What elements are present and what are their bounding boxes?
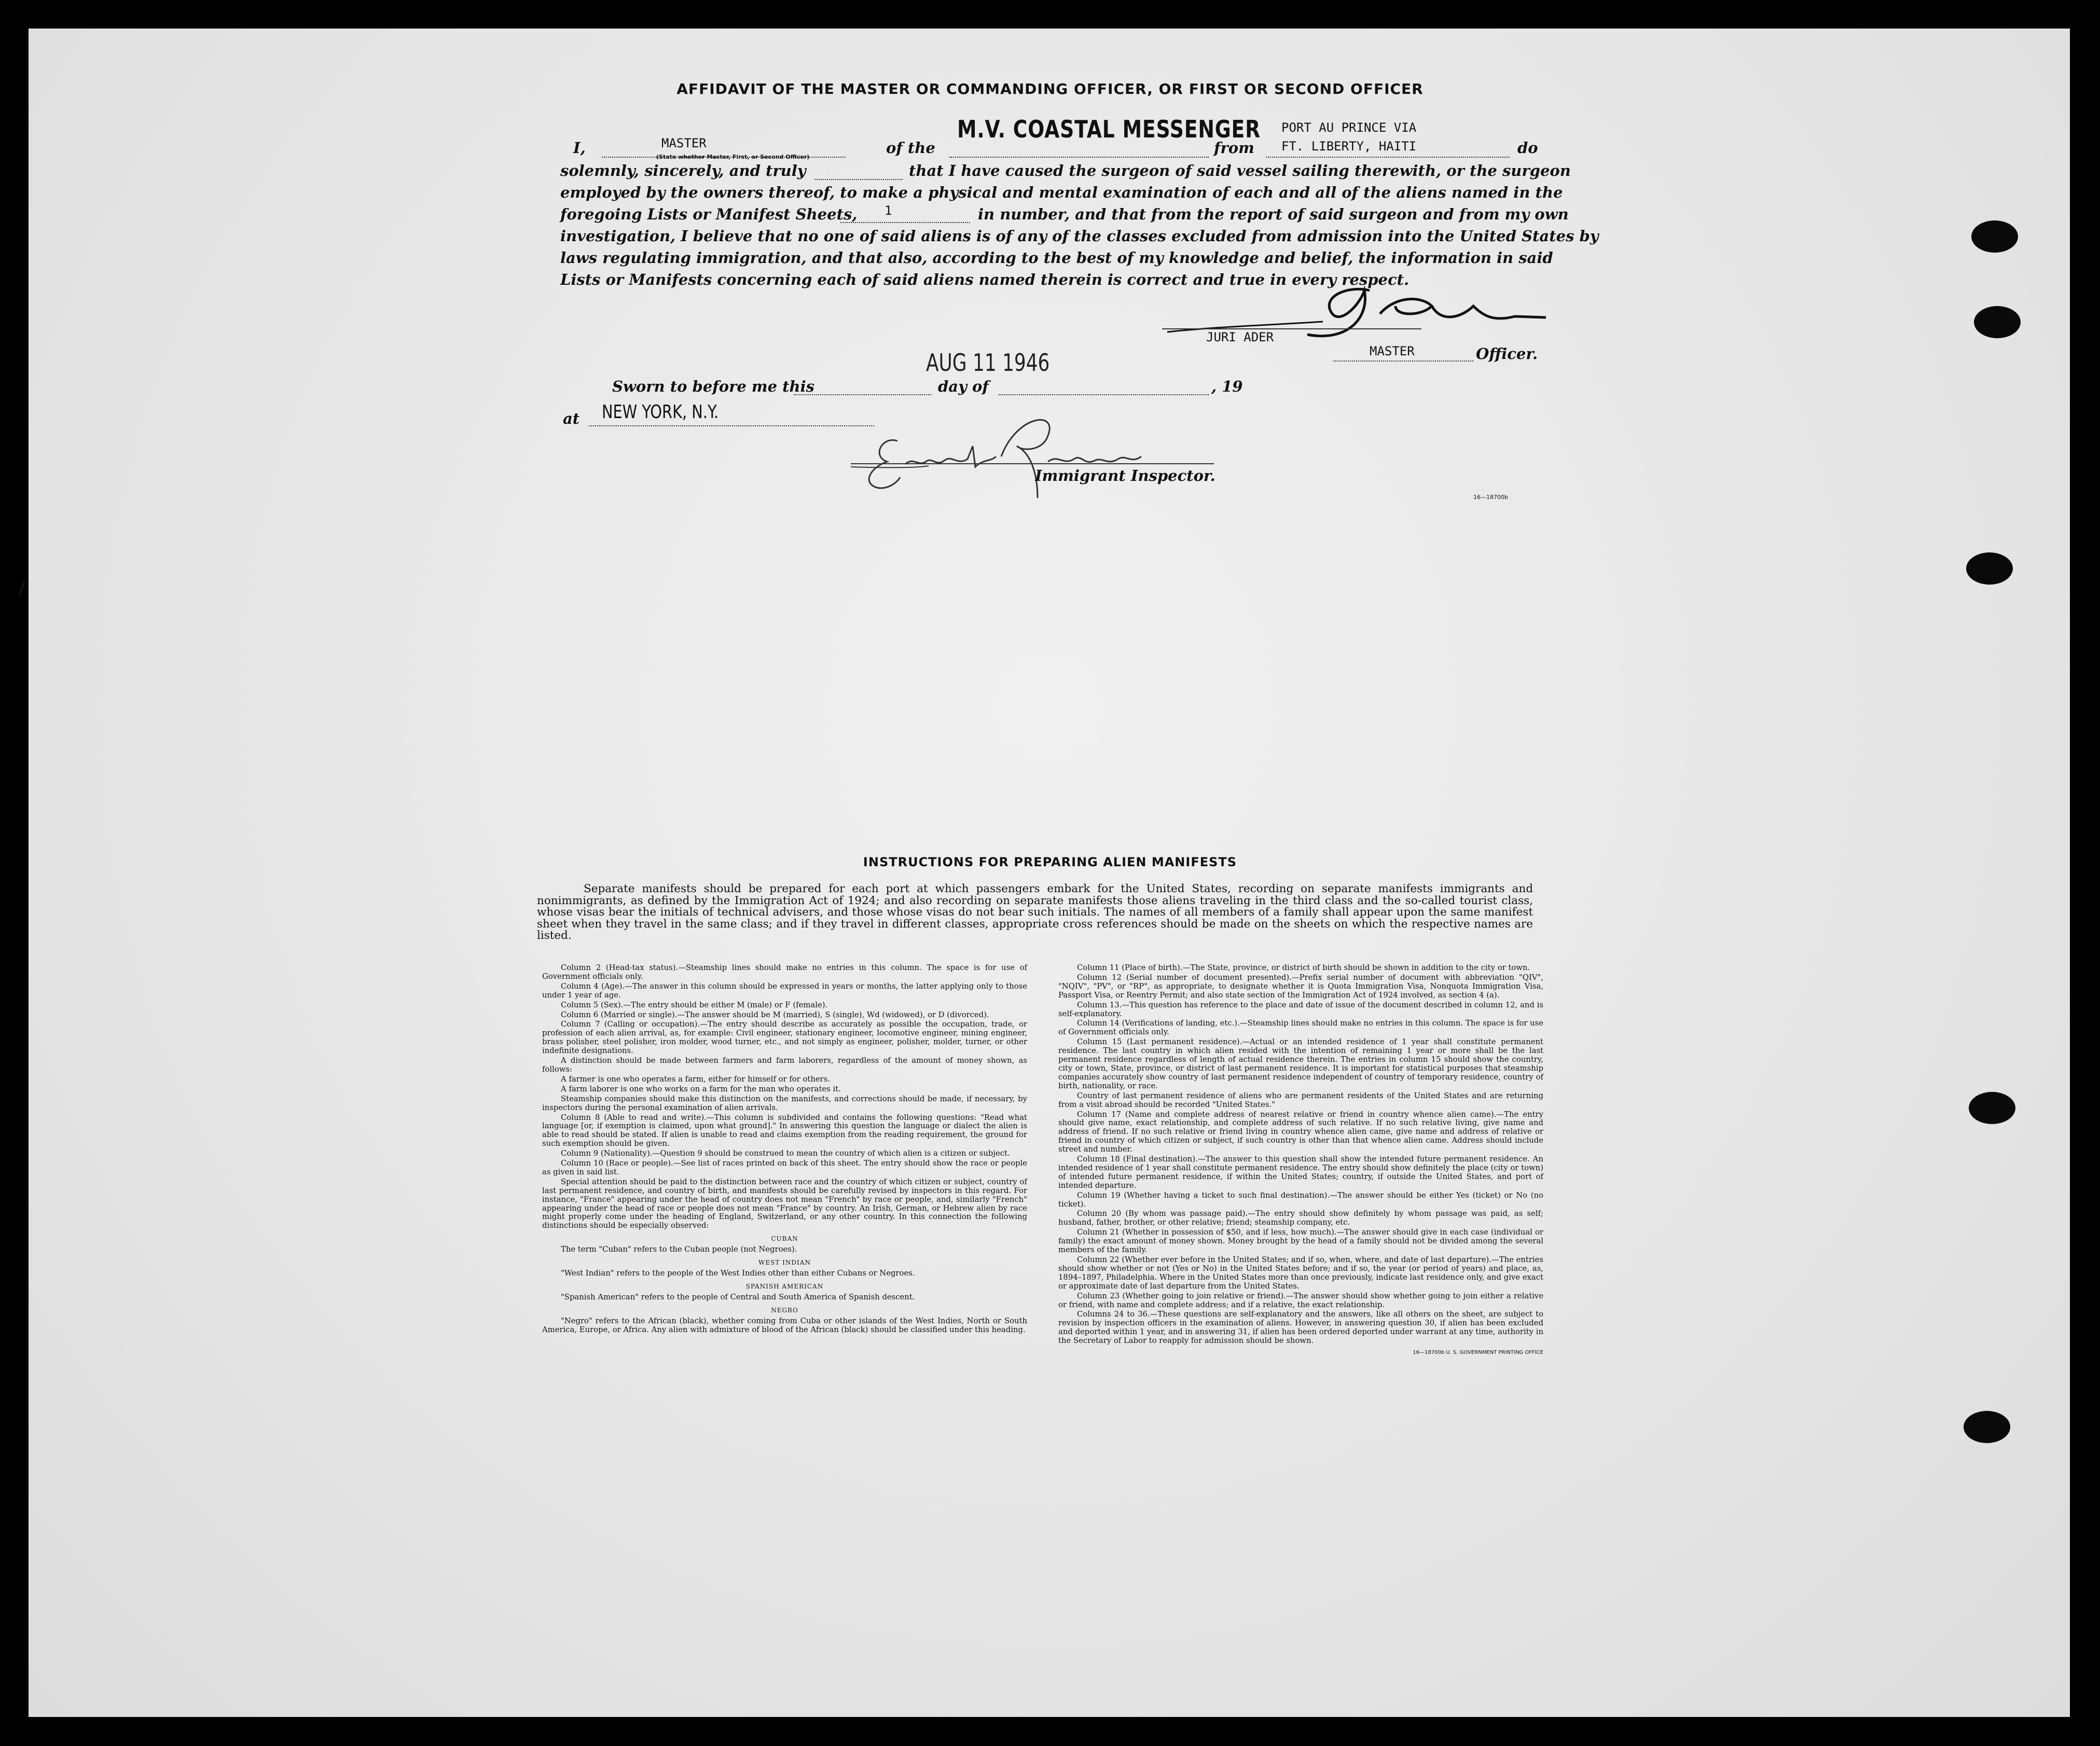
col1-paragraph: Column 8 (Able to read and write).—This column is subdivided and contains the following questions: "Read what language [or, if exemption is claimed, upon what ground]." In answering this question the language or dialect the alien is able to read should be stated. If alien is unable to read and claims exemption from the reading requirement, the ground for such exemption should be given. — [542, 1113, 1027, 1148]
line6: laws regulating immigration, and that also, according to the best of my knowledge and belief, the information in said — [560, 249, 1553, 267]
from-label: from — [1214, 139, 1254, 157]
printing-office-footer: 16—18700b U. S. GOVERNMENT PRINTING OFFICE — [1413, 1350, 1543, 1356]
title-line — [1333, 361, 1473, 362]
instructions-title: INSTRUCTIONS FOR PREPARING ALIEN MANIFESTS — [863, 855, 1237, 869]
at-value: NEW YORK, N.Y. — [602, 401, 719, 423]
form-code: 16—18700b — [1473, 494, 1508, 501]
rank-value: MASTER — [661, 136, 707, 150]
sworn-a: Sworn to before me this — [612, 378, 814, 395]
col2-paragraph: Column 14 (Verifications of landing, etc.).—Steamship lines should make no entries in this column. The space is for use of Government officials only. — [1058, 1019, 1543, 1037]
col1-paragraph: Column 6 (Married or single).—The answer should be M (married), S (single), Wd (widowed), or D (divorced). — [561, 1010, 989, 1019]
inspector-line — [851, 463, 1214, 464]
col1-paragraph: Column 10 (Race or people).—See list of races printed on back of this sheet. The entry should show the race or people as given in said list. — [542, 1159, 1027, 1176]
affidavit-title: AFFIDAVIT OF THE MASTER OR COMMANDING OFFICER, OR FIRST OR SECOND OFFICER — [676, 80, 1424, 98]
inspector-signature — [840, 405, 1152, 514]
col1-paragraph: Column 9 (Nationality).—Question 9 should be construed to mean the country of which alien is a citizen or subject. — [561, 1149, 1010, 1158]
col2-paragraph: Column 23 (Whether going to join relative or friend).—The answer should show whether going to join either a relative or friend, with name and complete address; and if a relative, the exact relationship. — [1058, 1291, 1543, 1309]
inspector-label: Immigrant Inspector. — [1035, 467, 1215, 484]
negro-text: "Negro" refers to the African (black), whether coming from Cuba or other islands of the West Indies, North or South America, Europe, or Africa. Any alien with admixture of blood of the African (black) should be classified under this heading. — [542, 1316, 1027, 1334]
ship-line — [949, 157, 1209, 158]
negro-heading: NEGRO — [771, 1306, 798, 1314]
signature-line — [1162, 328, 1421, 329]
signer-name: JURI ADER — [1206, 330, 1274, 344]
line2-a: solemnly, sincerely, and truly — [560, 162, 806, 179]
col2-paragraph: Column 21 (Whether in possession of $50, and if less, how much).—The answer should give in each case (individual or family) the exact amount of money shown. Money brought by the head of a family should not be divided among the several members of the family. — [1058, 1228, 1543, 1255]
place-line — [589, 425, 874, 426]
line4-b: in number, and that from the report of said surgeon and from my own — [978, 205, 1569, 223]
col2-paragraph: Column 12 (Serial number of document presented).—Prefix serial number of document with abbreviation "QIV", "NQIV", "PV", or "RP", as appropriate, to designate whether it is Quota Immigration Visa, Nonquota Immigration Visa, Passport Visa, or Reentry Permit; and also state section of the Immigration Act of 1924 involved, as section 4 (a). — [1058, 973, 1543, 1000]
ship-name: M.V. COASTAL MESSENGER — [957, 115, 1261, 143]
port-line-1: PORT AU PRINCE VIA — [1281, 120, 1417, 135]
sworn-c: , 19 — [1211, 378, 1243, 395]
instructions-intro: Separate manifests should be prepared for each port at which passengers embark for the United States, recording on separate manifests immigrants and nonimmigrants, as defined by the Immigration Act of 1924; and also recording on separate manifests those aliens traveling in the third class and the so-called tourist class, whose visas bear the initials of technical advisers, and those whose visas do not bear such initials. The names of all members of a family shall appear upon the same manifest sheet when they travel in the same class; and if they travel in different classes, appropriate cross references should be made on the sheets on which the respective names are listed. — [537, 882, 1533, 942]
port-line — [1266, 157, 1510, 158]
officer-label: Officer. — [1476, 345, 1538, 363]
col2-paragraph: Column 18 (Final destination).—The answer to this question shall show the intended future permanent residence. An intended residence of 1 year shall constitute permanent residence. The entry should show definitely the place (city or town) of intended future permanent residence, if within the United States; country, if outside the United States, and port of intended departure. — [1058, 1155, 1543, 1190]
count-line — [840, 222, 970, 223]
sworn-b: day of — [938, 378, 989, 395]
port-line-2: FT. LIBERTY, HAITI — [1281, 139, 1417, 154]
west-indian-heading: WEST INDIAN — [758, 1259, 811, 1267]
spanish-american-heading: SPANISH AMERICAN — [745, 1282, 824, 1290]
of-the-label: of the — [886, 139, 935, 157]
col2-paragraph: Country of last permanent residence of aliens who are permanent residents of the United States and are returning from a visit abroad should be recorded "United States." — [1058, 1091, 1543, 1109]
punch-hole — [1964, 1411, 2010, 1443]
day-line — [794, 394, 931, 395]
col1-paragraph: Column 4 (Age).—The answer in this column should be expressed in years or months, the latter applying only to those under 1 year of age. — [542, 981, 1027, 1000]
date-stamp: AUG 11 1946 — [926, 349, 1050, 377]
punch-hole — [1971, 220, 2018, 253]
col1-paragraph: Column 2 (Head-tax status).—Steamship lines should make no entries in this column. The space is for use of Government officials only. — [542, 963, 1027, 981]
scan-mark — [18, 581, 25, 597]
col1-paragraph: A distinction should be made between farmers and farm laborers, regardless of the amount of money shown, as follows: — [542, 1056, 1027, 1074]
cuban-heading: CUBAN — [771, 1235, 798, 1243]
cuban-text: The term "Cuban" refers to the Cuban people (not Negroes). — [561, 1245, 797, 1254]
at-label: at — [563, 410, 580, 427]
line4-a: foregoing Lists or Manifest Sheets, — [560, 205, 858, 223]
punch-hole — [1969, 1092, 2015, 1124]
line3: employed by the owners thereof, to make a physical and mental examination of each and all of the aliens named in the — [560, 184, 1563, 201]
col1-paragraph: Special attention should be paid to the distinction between race and the country of which citizen or subject, country of last permanent residence, and country of birth, and manifests should be carefully revised by inspectors in this regard. For instance, "France" appearing under the head of country does not mean "French" by race or people, and, similarly "French" appearing under the head of race or people does not mean "France" by country. An Irish, German, or Hebrew alien by race might properly come under the heading of England, Switzerland, or any other country. In this connection the following distinctions should be especially observed: — [542, 1177, 1027, 1230]
swear-line — [814, 179, 903, 180]
col1-paragraph: Column 7 (Calling or occupation).—The entry should describe as accurately as possible the occupation, trade, or profession of each alien arrival, as, for example: Civil engineer, stationary engineer, locomotive engineer, mining engineer, brass polisher, steel polisher, iron molder, wood turner, etc., and not simply as engineer, polisher, molder, turner, or other indefinite designations. — [542, 1020, 1027, 1056]
col2-paragraph: Column 20 (By whom was passage paid).—The entry should show definitely by whom passage was paid, as self; husband, father, brother, or other relative; friend; steamship company, etc. — [1058, 1209, 1543, 1227]
rank-note: (State whether Master, First, or Second Officer) — [656, 154, 810, 160]
line2-b: that I have caused the surgeon of said vessel sailing therewith, or the surgeon — [909, 162, 1571, 179]
punch-hole — [1974, 306, 2021, 338]
signer-title: MASTER — [1370, 344, 1415, 358]
col2-paragraph: Column 22 (Whether ever before in the United States; and if so, when, where, and date of last departure).—The entries should show whether or not (Yes or No) in the United States before; and if so, the year (or period of years) and place, as, 1894–1897, Philadelphia. Where in the United States more than once previously, indicate last residence only, and give exact or approximate date of last departure from the United States. — [1058, 1255, 1543, 1291]
col2-paragraph: Column 15 (Last permanent residence).—Actual or an intended residence of 1 year shall constitute permanent residence. The last country in which alien resided with the intention of remaining 1 year or more shall be the last permanent residence regardless of length of actual residence therein. The entries in column 15 should show the country, city or town, State, province, or district of last permanent residence. It is important for statistical purposes that steamship companies accurately show country of last permanent residence independent of country of temporary residence, country of birth, nationality, or race. — [1058, 1037, 1543, 1090]
col1-paragraph: A farmer is one who operates a farm, either for himself or for others. — [561, 1074, 831, 1084]
col2-paragraph: Column 19 (Whether having a ticket to such final destination).—The answer should be either Yes (ticket) or No (no ticket). — [1058, 1190, 1543, 1209]
col2-paragraph: Column 11 (Place of birth).—The State, province, or district of birth should be shown in addition to the city or town. — [1077, 963, 1530, 972]
col2-paragraph: Column 13.—This question has reference to the place and date of issue of the document described in column 12, and is self-explanatory. — [1058, 1000, 1543, 1018]
instructions-column-right — [1058, 964, 1543, 1359]
sheet-count: 1 — [885, 203, 892, 218]
i-label: I, — [573, 139, 586, 157]
line5: investigation, I believe that no one of said aliens is of any of the classes excluded from admission into the United States by — [560, 227, 1599, 245]
line7: Lists or Manifests concerning each of said aliens named therein is correct and true in every respect. — [560, 271, 1410, 288]
west-indian-text: "West Indian" refers to the people of the West Indies other than either Cubans or Negroes. — [561, 1269, 915, 1278]
instructions-column-left — [542, 964, 1027, 1335]
do-label: do — [1517, 139, 1538, 157]
spanish-american-text: "Spanish American" refers to the people of Central and South America of Spanish descent. — [561, 1292, 915, 1301]
col1-paragraph: A farm laborer is one who works on a farm for the man who operates it. — [561, 1084, 841, 1093]
col2-paragraph: Columns 24 to 36.—These questions are self-explanatory and the answers, like all others on the sheet, are subject to revision by inspection officers in the examination of aliens. However, in answering question 30, if alien has been excluded and deported within 1 year, and in answering 31, if alien has been ordered deported under warrant at any time, authority in the Secretary of Labor to reapply for admission should be shown. — [1058, 1310, 1543, 1346]
col1-paragraph: Column 5 (Sex).—The entry should be either M (male) or F (female). — [561, 1000, 828, 1009]
col2-paragraph: Column 17 (Name and complete address of nearest relative or friend in country whence alien came).—The entry should give name, exact relationship, and complete address of such relative. If no such relative living, give name and address of friend. If no such relative or friend living in country whence alien came, give name and address of relative or friend in country of which citizen or subject, if such country is other than that whence alien came. Address should include street and number. — [1058, 1110, 1543, 1154]
punch-hole — [1966, 552, 2013, 585]
col1-paragraph: Steamship companies should make this distinction on the manifests, and corrections should be made, if necessary, by inspectors during the personal examination of alien arrivals. — [542, 1094, 1027, 1112]
month-line — [999, 394, 1209, 395]
